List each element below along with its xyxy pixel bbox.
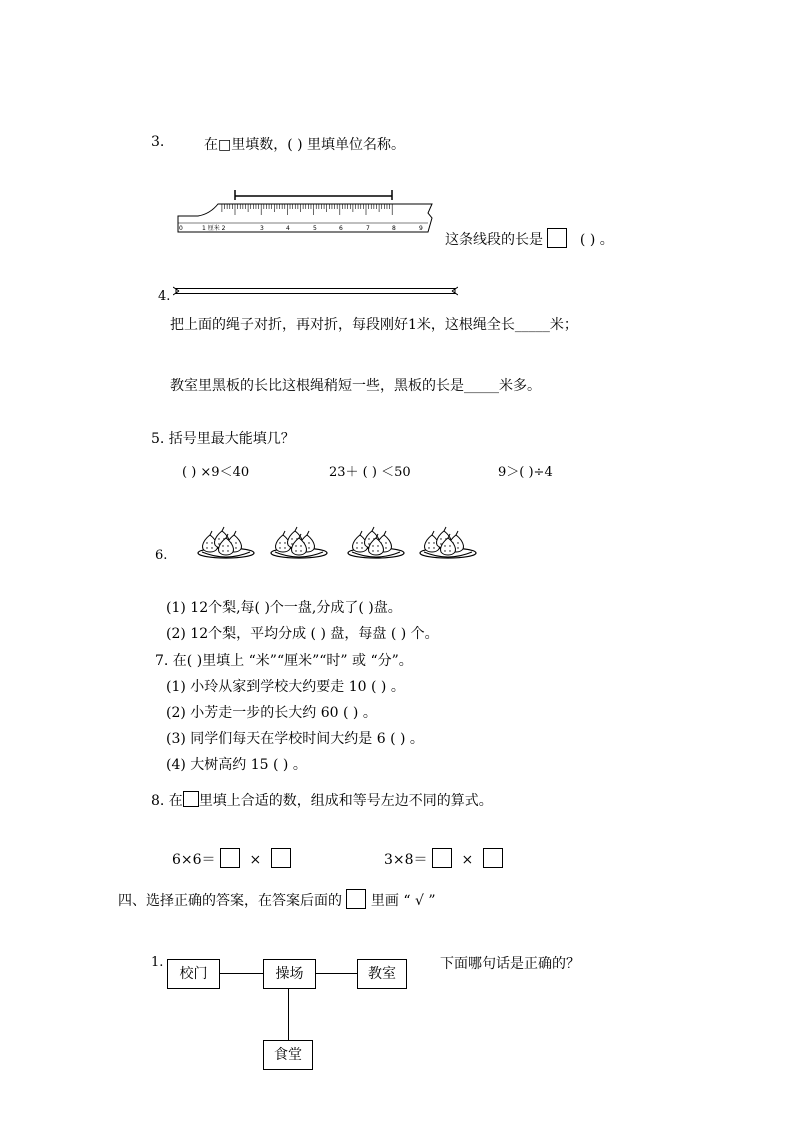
ruler-figure: [176, 186, 438, 236]
node-classroom: 教室: [357, 959, 407, 989]
q8-eq2-left: 3×8＝: [384, 852, 428, 868]
rope-figure: [173, 286, 458, 296]
ruler-label-6: 6: [339, 225, 343, 232]
q8-eq1-box-b[interactable]: [271, 848, 291, 868]
connector-field-classroom: [314, 973, 357, 974]
pear-plate-4: [418, 518, 478, 562]
pear-plate-1: [196, 518, 256, 562]
section-4-suffix: 里画 “ √ ”: [370, 893, 436, 909]
node-gate: 校门: [167, 959, 220, 989]
q5-expression-2: 23＋ ( ) ＜50: [329, 465, 411, 480]
q3-answer-line: [445, 228, 614, 249]
section-4-prefix: 四、选择正确的答案，在答案后面的: [118, 893, 342, 909]
q5-expression-1: ( ) ×9＜40: [182, 465, 250, 480]
ruler-label-8: 8: [392, 225, 396, 232]
q5-expression-3: 9＞( )÷4: [498, 465, 553, 480]
q8-instruction: [151, 790, 493, 810]
q8-box-symbol: [183, 791, 199, 807]
q8-eq1-box-a[interactable]: [220, 848, 240, 868]
q3-answer-box[interactable]: [547, 228, 567, 248]
connector-gate-field: [219, 973, 264, 974]
q8-eq2-box-a[interactable]: [432, 848, 452, 868]
q7-item-2: (2) 小芳走一步的长大约 60 ( ) 。: [166, 705, 377, 721]
section-4-box-symbol: [346, 889, 366, 909]
q7-item-4: (4) 大树高约 15 ( ) 。: [166, 757, 307, 773]
q7-title: 7. 在( )里填上 “米”“厘米”“时” 或 “分”。: [155, 653, 413, 669]
q6-item-2: (2) 12个梨，平均分成 ( ) 盘，每盘 ( ) 个。: [166, 626, 439, 642]
q3-answer-paren: ( ) 。: [579, 232, 614, 248]
ruler-label-3: 3: [260, 225, 264, 232]
q6-item-1: (1) 12个梨,每( )个一盘,分成了( )盘。: [166, 600, 402, 616]
q5-title: 5. 括号里最大能填几？: [151, 431, 295, 447]
pear-plate-3: [346, 518, 406, 562]
q4-line2: 教室里黑板的长比这根绳稍短一些，黑板的长是_____米多。: [170, 378, 541, 394]
pear-plates: [196, 518, 486, 563]
q8-eq2-times: ×: [461, 852, 474, 868]
q6-number: 6.: [155, 548, 168, 563]
s4q1-number: 1.: [151, 955, 164, 970]
connector-field-canteen: [288, 988, 289, 1040]
q3-text: 在□里填数，( ) 里填单位名称。: [204, 137, 406, 153]
q3-number: 3.: [151, 134, 165, 150]
q8-eq1-times: ×: [249, 852, 262, 868]
section-4-heading: [118, 889, 436, 910]
q3-answer-text: 这条线段的长是: [445, 232, 543, 248]
q4-line1: 把上面的绳子对折，再对折，每段刚好1米，这根绳全长_____米；: [170, 317, 578, 333]
node-canteen: 食堂: [263, 1040, 313, 1070]
q8-eq2-box-b[interactable]: [483, 848, 503, 868]
pear-plate-2: [269, 518, 329, 562]
q7-item-1: (1) 小玲从家到学校大约要走 10 ( ) 。: [166, 679, 405, 695]
q8-equation-1: [172, 848, 291, 869]
q8-text: 里填上合适的数，组成和等号左边不同的算式。: [198, 793, 493, 809]
q8-equation-2: [384, 848, 503, 869]
ruler-label-0: 0: [179, 225, 183, 232]
ruler-label-5: 5: [313, 225, 317, 232]
ruler-label-7: 7: [366, 225, 370, 232]
q8-number: 8. 在: [151, 793, 183, 809]
q8-eq1-left: 6×6＝: [172, 852, 216, 868]
s4q1-question: 下面哪句话是正确的？: [440, 956, 580, 972]
q4-number: 4.: [158, 289, 171, 304]
ruler-label-9: 9: [419, 225, 423, 232]
q7-item-3: (3) 同学们每天在学校时间大约是 6 ( ) 。: [166, 731, 424, 747]
ruler-label-1-2: 1 厘米 2: [202, 225, 226, 232]
ruler-label-4: 4: [286, 225, 290, 232]
node-field: 操场: [263, 959, 316, 989]
